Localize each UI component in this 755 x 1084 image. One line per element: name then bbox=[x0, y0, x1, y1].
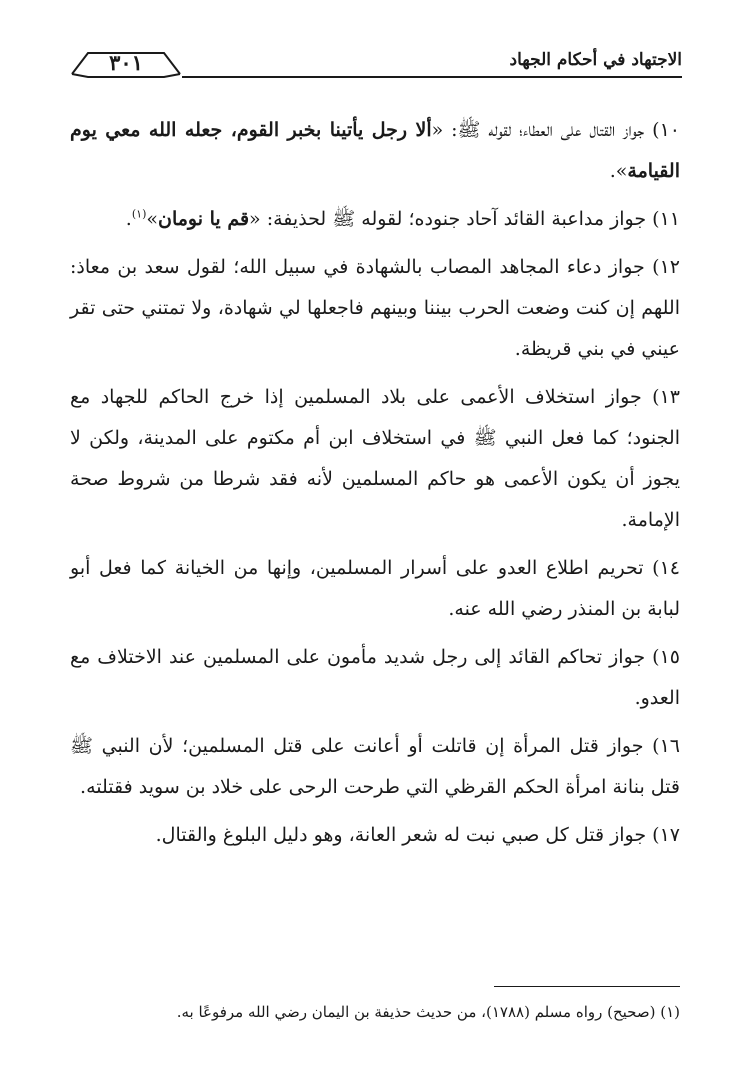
item-quote: قم يا نومان bbox=[157, 208, 250, 230]
page-number-badge bbox=[70, 46, 182, 80]
list-item-12 bbox=[70, 247, 680, 370]
item-number: ١٠) bbox=[652, 119, 680, 141]
item-number: ١٣) bbox=[652, 386, 680, 408]
page-number: ٣٠١ bbox=[109, 50, 143, 75]
main-text bbox=[70, 110, 680, 856]
item-number: ١٦) bbox=[652, 735, 680, 757]
item-quote: ألا رجل يأتينا بخبر القوم، جعله الله معي يوم القيامة bbox=[70, 119, 680, 182]
item-text: جواز مداعبة القائد آحاد جنوده؛ لقوله ﷺ لحذيفة: « bbox=[249, 208, 647, 230]
running-title: الاجتهاد في أحكام الجهاد bbox=[509, 50, 682, 70]
list-item-15 bbox=[70, 637, 680, 719]
footnote: (١) (صحيح) رواه مسلم (١٧٨٨)، من حديث حذيفة بن اليمان رضي الله مرفوعًا به. bbox=[176, 1003, 680, 1021]
item-text-end: ». bbox=[609, 160, 628, 182]
item-text: جواز قتل المرأة إن قاتلت أو أعانت على قتل المسلمين؛ لأن النبي ﷺ قتل بنانة امرأة الحكم القرظي التي طرحت الرحى على خلاد بن سويد فقتلته. bbox=[70, 735, 680, 798]
list-item-14 bbox=[70, 548, 680, 630]
item-number: ١٥) bbox=[652, 646, 681, 668]
item-text: جواز القتال على العطاء؛ لقوله ﷺ: « bbox=[431, 119, 645, 141]
list-item-11: ١١) جواز مداعبة القائد آحاد جنوده؛ لقوله ﷺ لحذيفة: «قم يا نومان»$^{(١)}$. bbox=[125, 207, 680, 230]
list-item-13 bbox=[70, 377, 680, 541]
item-text: تحريم اطلاع العدو على أسرار المسلمين، وإنها من الخيانة كما فعل أبو لبابة بن المنذر رضي الله عنه. bbox=[70, 557, 680, 620]
list-item-16 bbox=[70, 726, 680, 808]
page-header bbox=[70, 46, 682, 86]
item-text: جواز استخلاف الأعمى على بلاد المسلمين إذا خرج الحاكم للجهاد مع الجنود؛ كما فعل النبي ﷺ في استخلاف ابن أم مكتوم على المدينة، ولكن لا يجوز أن يكون الأعمى هو حاكم المسلمين لأنه فقد شرطا من شروط صحة الإمامة. bbox=[70, 386, 680, 531]
item-text: جواز دعاء المجاهد المصاب بالشهادة في سبيل الله؛ لقول سعد بن معاذ: اللهم إن كنت وضعت الحرب بيننا وبينهم فاجعلها لي شهادة، ولا تمتني حتى تقر عيني في بني قريظة. bbox=[70, 256, 680, 360]
header-divider bbox=[182, 76, 682, 78]
list-item-17 bbox=[70, 815, 680, 856]
item-number: ١٧) bbox=[652, 824, 680, 846]
item-text: جواز تحاكم القائد إلى رجل شديد مأمون على المسلمين عند الاختلاف مع العدو. bbox=[70, 646, 680, 709]
list-item-10 bbox=[70, 110, 680, 192]
footnote-divider bbox=[494, 986, 680, 987]
item-number: ١١) bbox=[652, 208, 680, 230]
item-number: ١٤) bbox=[652, 557, 680, 579]
item-text-end: » bbox=[146, 208, 158, 230]
footnote-reference[interactable]: (١) bbox=[131, 207, 147, 221]
item-number: ١٢) bbox=[652, 256, 680, 278]
item-text: جواز قتل كل صبي نبت له شعر العانة، وهو دليل البلوغ والقتال. bbox=[155, 824, 647, 846]
